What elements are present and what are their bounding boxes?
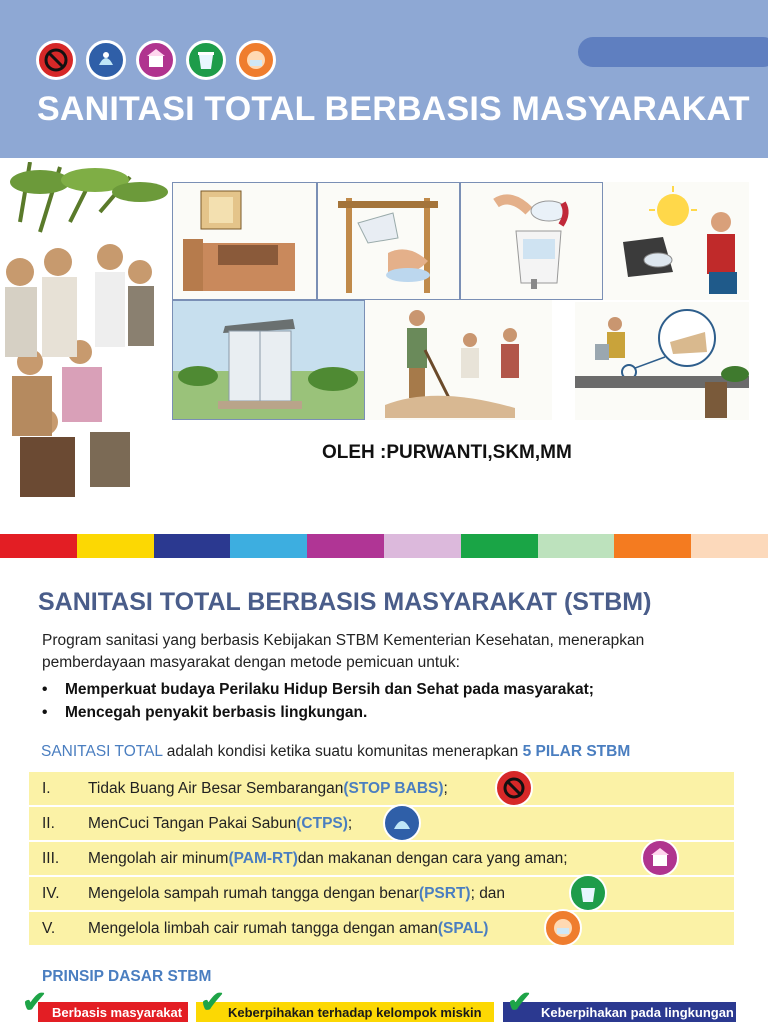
check-icon: ✔ [22,986,48,1019]
latrine-illustration [172,182,317,300]
pillar-text: Mengolah air minum [88,849,229,867]
pillar-row [29,807,734,840]
pillar-text: Mengelola limbah cair rumah tangga dengan aman [88,919,438,937]
list-item [42,701,594,724]
spal-logo-icon [236,40,276,80]
pillar-suffix: dan makanan dengan cara yang aman; [297,849,568,867]
principle-badge [503,1002,736,1022]
color-stripe [384,534,461,558]
pillar-code: (PSRT) [418,884,471,902]
pillar-suffix: ; dan [470,884,506,902]
list-item [42,678,594,701]
psrt-icon [569,874,607,912]
color-stripe [77,534,154,558]
definition-text [41,743,630,761]
color-stripe [461,534,538,558]
pillar-code: (SPAL) [437,919,489,937]
ctps-logo-icon [86,40,126,80]
color-stripe-bar [0,534,768,558]
ctps-icon [383,804,421,842]
spal-icon [544,909,582,947]
color-stripe [230,534,307,558]
pillar-suffix: ; [347,814,353,832]
pillar-suffix: ; [443,779,448,797]
bullet-marker: • [42,681,48,698]
principle-label: Keberpihakan pada lingkungan [541,1004,734,1020]
color-stripe [538,534,615,558]
psrt-logo-icon [186,40,226,80]
water-filter-illustration [460,182,603,300]
section-description: Program sanitasi yang berbasis Kebijakan STBM Kementerian Kesehatan, menerapkan pemberdayaan masyarakat dengan metode pemicuan untuk: [42,632,645,671]
goal-text: Mencegah penyakit berbasis lingkungan. [65,704,368,721]
wastewater-drain-illustration [575,302,749,420]
header-decoration-pill [578,37,768,67]
pillar-text: MenCuci Tangan Pakai Sabun [88,814,297,832]
stop-babs-logo-icon [36,40,76,80]
pillar-code: (CTPS) [296,814,348,832]
header-banner [0,0,768,158]
pillar-row [29,877,734,910]
principle-label: Keberpihakan terhadap kelompok miskin [228,1004,482,1020]
community-illustration [0,162,172,507]
pillar-number: II. [42,814,55,832]
color-stripe [614,534,691,558]
pam-rt-logo-icon [136,40,176,80]
toilet-building-illustration [172,300,365,420]
pillar-number: III. [42,849,60,867]
color-stripe [0,534,77,558]
color-stripe [154,534,231,558]
principles-title: PRINSIP DASAR STBM [42,968,212,985]
definition-body: adalah kondisi ketika suatu komunitas menerapkan [162,743,523,760]
pillar-list [29,772,734,947]
check-icon: ✔ [507,986,533,1019]
pillar-code: (PAM-RT) [228,849,298,867]
author-credit: OLEH :PURWANTI,SKM,MM [322,442,572,463]
pillar-row [29,912,734,945]
principle-badge [196,1002,494,1022]
check-icon: ✔ [200,986,226,1019]
definition-highlight: 5 PILAR STBM [522,743,631,760]
principle-label: Berbasis masyarakat [52,1004,183,1020]
goal-list [42,678,594,724]
pam-rt-icon [641,839,679,877]
pillar-number: IV. [42,884,60,902]
community-cleaning-illustration [365,300,552,420]
goal-text: Memperkuat budaya Perilaku Hidup Bersih dan Sehat pada masyarakat; [65,681,594,698]
pillar-row [29,842,734,875]
section-title: SANITASI TOTAL BERBASIS MASYARAKAT (STBM) [38,588,652,616]
definition-term: SANITASI TOTAL [41,743,163,760]
handwashing-illustration [317,182,460,300]
waste-sorting-illustration [603,182,749,300]
principle-badge [38,1002,188,1022]
stop-babs-icon [495,769,533,807]
color-stripe [691,534,768,558]
pillar-code: (STOP BABS) [343,779,444,797]
pillar-row [29,772,734,805]
page-title: SANITASI TOTAL BERBASIS MASYARAKAT [37,90,750,128]
pillar-number: V. [42,919,56,937]
bullet-marker: • [42,704,48,721]
pillar-text: Tidak Buang Air Besar Sembarangan [88,779,344,797]
pillar-number: I. [42,779,51,797]
color-stripe [307,534,384,558]
pillar-text: Mengelola sampah rumah tangga dengan benar [88,884,419,902]
